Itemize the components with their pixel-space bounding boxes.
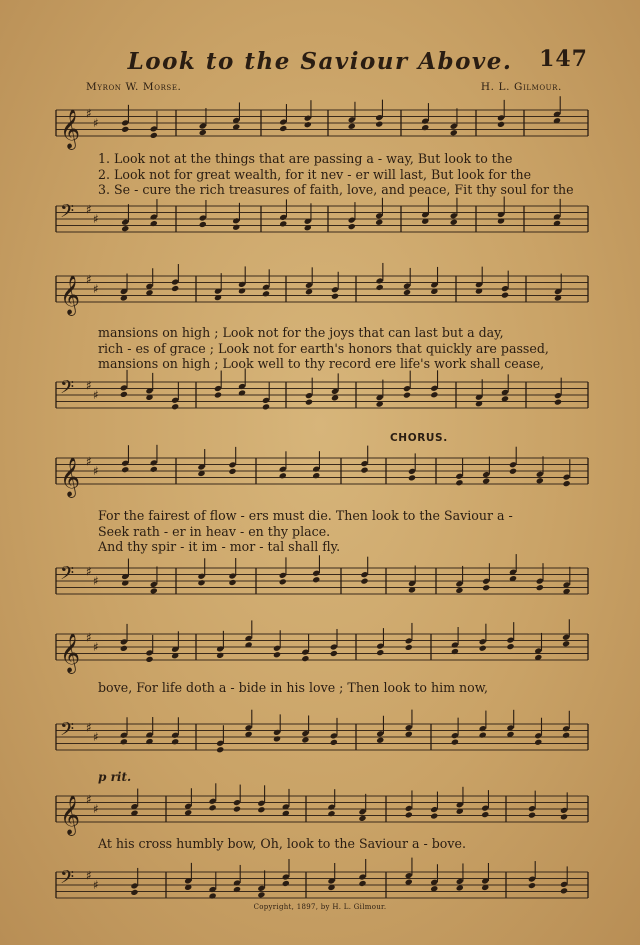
bass-staff-3	[56, 558, 588, 608]
treble-staff-5	[56, 786, 588, 836]
note-head	[375, 121, 383, 128]
lyric-line: rich - es of grace ; Look not for earth's honors that quickly are passed,	[98, 340, 549, 356]
note-head	[232, 224, 240, 231]
note-head	[528, 812, 536, 819]
note-head	[506, 643, 514, 650]
copyright-notice: Copyright, 1897, by H. L. Gilmour.	[253, 903, 387, 911]
note-head	[312, 576, 320, 583]
note-head	[262, 403, 270, 410]
note-head	[497, 121, 505, 128]
note-head	[233, 806, 241, 813]
note-head	[405, 811, 413, 818]
bass-clef-icon: 𝄢	[60, 719, 75, 745]
treble-staff-1	[56, 100, 588, 150]
note-head	[560, 887, 568, 894]
note-head	[150, 466, 158, 473]
lyric-line: For the fairest of flow - ers must die. Then look to the Saviour a -	[98, 508, 513, 523]
treble-clef-icon: 𝄞	[60, 633, 81, 673]
bass-staff-4	[56, 714, 588, 764]
note-head	[121, 126, 129, 133]
note-head	[376, 737, 384, 744]
treble-clef-icon: 𝄞	[60, 275, 81, 315]
lyric-line: At his cross humbly bow, Oh, look to the Saviour a - bove.	[98, 836, 466, 851]
sharp-icon: ♯	[93, 574, 99, 588]
note-head	[528, 882, 536, 889]
note-head	[273, 735, 281, 742]
note-head	[257, 891, 265, 898]
note-head	[257, 806, 265, 813]
note-head	[197, 579, 205, 586]
note-head	[171, 285, 179, 292]
treble-staff-2	[56, 266, 588, 316]
lyrics-system-4	[98, 680, 588, 696]
note-head	[150, 587, 158, 594]
sharp-icon: ♯	[93, 640, 99, 654]
note-head	[120, 645, 128, 652]
note-head	[536, 584, 544, 591]
sharp-icon: ♯	[86, 792, 92, 807]
note-head	[405, 644, 413, 651]
note-head	[450, 129, 458, 136]
note-head	[120, 738, 128, 745]
note-head	[209, 804, 217, 811]
note-head	[430, 813, 438, 820]
note-head	[121, 225, 129, 232]
bass-clef-icon: 𝄢	[60, 563, 75, 589]
note-head	[562, 640, 570, 647]
note-head	[150, 220, 158, 227]
lyrics-system-5	[98, 836, 588, 852]
sharp-icon: ♯	[93, 116, 99, 130]
note-head	[216, 652, 224, 659]
sharp-icon: ♯	[86, 202, 92, 217]
note-head	[130, 889, 138, 896]
note-head	[481, 811, 489, 818]
sharp-icon: ♯	[86, 630, 92, 645]
sharp-icon: ♯	[93, 388, 99, 402]
note-head	[358, 880, 366, 887]
note-head	[330, 650, 338, 657]
sharp-icon: ♯	[93, 464, 99, 478]
note-head	[554, 399, 562, 406]
note-head	[375, 219, 383, 226]
note-head	[562, 732, 570, 739]
note-head	[376, 649, 384, 656]
note-head	[450, 219, 458, 226]
lyrics-system-2	[98, 325, 588, 372]
note-head	[228, 579, 236, 586]
treble-clef-icon: 𝄞	[60, 795, 81, 835]
note-head	[145, 656, 153, 663]
sharp-icon: ♯	[86, 720, 92, 735]
sharp-icon: ♯	[86, 564, 92, 579]
note-head	[216, 746, 224, 753]
note-head	[403, 289, 411, 296]
note-head	[199, 221, 207, 228]
note-head	[238, 287, 246, 294]
sharp-icon: ♯	[86, 868, 92, 883]
note-head	[282, 880, 290, 887]
note-head	[150, 132, 158, 139]
note-head	[563, 480, 571, 487]
lyricist: Myron W. Morse.	[86, 81, 182, 93]
note-head	[279, 472, 287, 479]
sharp-icon: ♯	[86, 272, 92, 287]
note-head	[331, 293, 339, 300]
treble-clef-icon: 𝄞	[60, 109, 81, 149]
treble-staff-4	[56, 624, 588, 674]
sharp-icon: ♯	[86, 106, 92, 121]
note-head	[301, 655, 309, 662]
note-head	[501, 292, 509, 299]
note-head	[348, 223, 356, 230]
hymn-title: Look to the Saviour Above.	[127, 48, 513, 75]
bass-clef-icon: 𝄢	[60, 377, 75, 403]
note-head	[348, 123, 356, 130]
note-head	[214, 392, 222, 399]
note-head	[121, 466, 129, 473]
note-head	[403, 392, 411, 399]
note-head	[327, 810, 335, 817]
note-head	[199, 129, 207, 136]
note-head	[120, 391, 128, 398]
lyric-line: Seek rath - er in heav - en thy place.	[98, 523, 331, 539]
lyric-line: bove, For life doth a - bide in his love ; Then look to him now,	[98, 680, 489, 695]
chorus-label: CHORUS.	[390, 432, 448, 444]
note-head	[273, 651, 281, 658]
note-head	[360, 578, 368, 585]
note-head	[262, 290, 270, 297]
dynamic-marking: p rit.	[98, 770, 132, 784]
note-head	[408, 474, 416, 481]
lyric-line: mansions on high ; Look not for the joys that can last but a day,	[98, 325, 504, 340]
bass-clef-icon: 𝄢	[60, 201, 75, 227]
lyric-line: 2. Look not for great wealth, for it nev - er will last, But look for the	[98, 166, 532, 182]
lyric-line: 3. Se - cure the rich treasures of faith, love, and peace, Fit thy soul for the	[98, 182, 574, 197]
note-head	[479, 645, 487, 652]
note-head	[279, 125, 287, 132]
lyrics-system-3	[98, 508, 588, 555]
treble-clef-icon: 𝄞	[60, 457, 81, 497]
note-head	[228, 468, 236, 475]
note-head	[534, 739, 542, 746]
page-number: 147	[539, 46, 588, 72]
note-head	[536, 477, 544, 484]
note-head	[509, 468, 517, 475]
treble-staff-3	[56, 448, 588, 498]
bass-staff-2	[56, 372, 588, 422]
note-head	[560, 813, 568, 820]
note-head	[279, 220, 287, 227]
sharp-icon: ♯	[93, 730, 99, 744]
bass-staff-1	[56, 196, 588, 246]
sharp-icon: ♯	[86, 378, 92, 393]
note-head	[451, 739, 459, 746]
lyrics-system-1	[98, 151, 588, 198]
note-head	[430, 391, 438, 398]
note-head	[455, 479, 463, 486]
note-head	[279, 578, 287, 585]
lyric-line: And thy spir - it im - mor - tal shall fly.	[98, 539, 341, 554]
note-head	[330, 739, 338, 746]
bass-clef-icon: 𝄢	[60, 867, 75, 893]
note-head	[360, 467, 368, 474]
note-head	[421, 124, 429, 131]
sharp-icon: ♯	[93, 878, 99, 892]
note-head	[171, 403, 179, 410]
sharp-icon: ♯	[86, 454, 92, 469]
lyric-line: 1. Look not at the things that are passing a - way, But look to the	[98, 151, 513, 166]
note-head	[171, 738, 179, 745]
sharp-icon: ♯	[93, 282, 99, 296]
note-head	[479, 732, 487, 739]
composer: H. L. Gilmour.	[480, 81, 562, 93]
note-head	[305, 399, 313, 406]
note-head	[304, 121, 312, 128]
sharp-icon: ♯	[93, 802, 99, 816]
note-head	[312, 472, 320, 479]
note-head	[482, 584, 490, 591]
sharp-icon: ♯	[93, 212, 99, 226]
note-head	[376, 284, 384, 291]
lyric-line: mansions on high ; Look well to thy record ere life's work shall cease,	[98, 356, 545, 371]
